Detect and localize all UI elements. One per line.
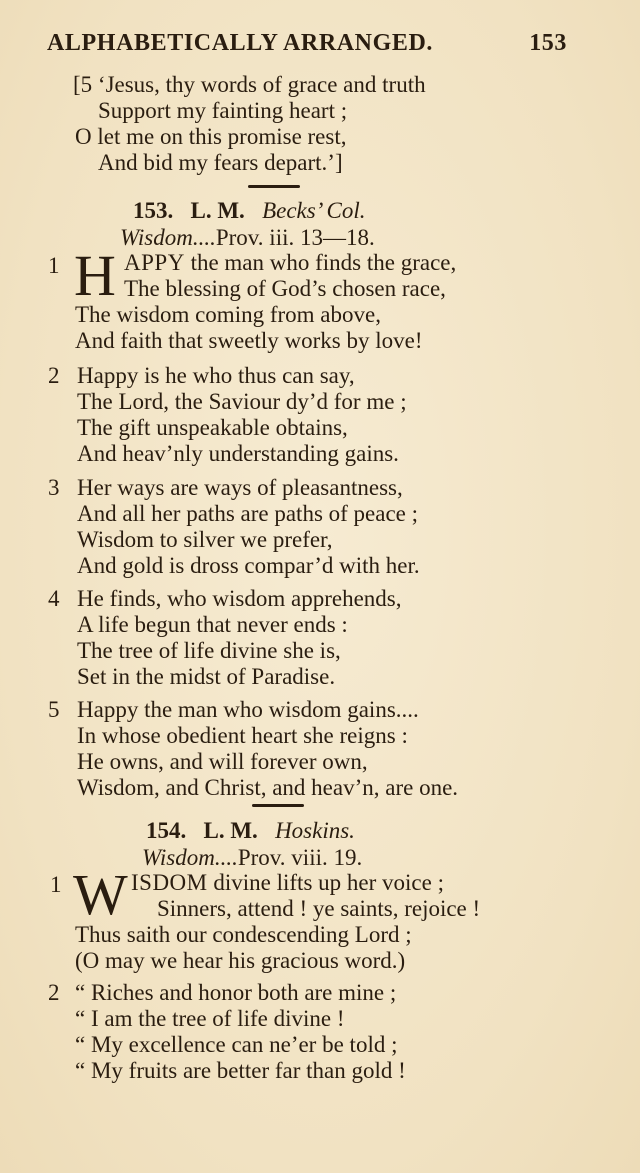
verse-line: Wisdom, and Christ, and heav’n, are one. xyxy=(77,775,459,800)
drop-cap: W xyxy=(73,862,128,927)
verse-line xyxy=(131,870,444,896)
running-header xyxy=(47,30,567,57)
verse-line: “ Riches and honor both are mine ; xyxy=(75,980,397,1005)
verse-line: “ My fruits are better far than gold ! xyxy=(75,1058,406,1083)
page-number: 153 xyxy=(529,30,567,56)
hymn-meter: L. M. xyxy=(190,198,245,223)
verse-line: O let me on this promise rest, xyxy=(75,124,347,149)
verse-line: And all her paths are paths of peace ; xyxy=(77,501,419,526)
verse-line: Happy is he who thus can say, xyxy=(77,363,355,388)
hymn-153-heading xyxy=(133,198,366,224)
hymn-number: 153. xyxy=(133,198,174,223)
hymn-tune: Hoskins. xyxy=(275,818,355,843)
verse-line xyxy=(124,250,456,276)
verse-line: And faith that sweetly works by love! xyxy=(75,328,423,353)
stanza-number: 4 xyxy=(48,586,60,611)
verse-line: The gift unspeakable obtains, xyxy=(77,415,348,440)
verse-line: He owns, and will forever own, xyxy=(77,749,368,774)
verse-line: The blessing of God’s chosen race, xyxy=(124,276,446,301)
hymn-meter: L. M. xyxy=(203,818,258,843)
scripture-reference: Prov. viii. 19. xyxy=(237,845,363,870)
verse-line-text: the man who finds the grace, xyxy=(184,250,457,275)
hymn-tune: Becks’ Col. xyxy=(262,198,366,223)
stanza-number: 2 xyxy=(48,980,60,1005)
verse-line: In whose obedient heart she reigns : xyxy=(77,723,408,748)
first-word-caps: APPY xyxy=(124,250,185,275)
hymn-154-subject xyxy=(142,845,362,871)
verse-line: Thus saith our condescending Lord ; xyxy=(75,922,412,947)
verse-line: And gold is dross compar’d with her. xyxy=(77,553,420,578)
stanza-number: 1 xyxy=(50,872,62,897)
verse-line: “ My excellence can ne’er be told ; xyxy=(75,1032,398,1057)
verse-line: The wisdom coming from above, xyxy=(75,302,381,327)
verse-line: The Lord, the Saviour dy’d for me ; xyxy=(77,389,407,414)
header-title: ALPHABETICALLY ARRANGED. xyxy=(47,30,434,56)
verse-line: The tree of life divine she is, xyxy=(77,638,341,663)
drop-cap: H xyxy=(74,243,116,308)
verse-line: Wisdom to silver we prefer, xyxy=(77,527,333,552)
stanza-number: 5 xyxy=(48,697,60,722)
verse-line: Her ways are ways of pleasantness, xyxy=(77,475,403,500)
stanza-number: 1 xyxy=(48,253,60,278)
scripture-reference: Prov. iii. 13—18. xyxy=(215,225,375,250)
verse-line: He finds, who wisdom apprehends, xyxy=(77,586,402,611)
hymn-subject: Wisdom.... xyxy=(142,845,238,870)
verse-line: Sinners, attend ! ye saints, rejoice ! xyxy=(157,896,481,921)
verse-line: “ I am the tree of life divine ! xyxy=(75,1006,345,1031)
verse-line: And bid my fears depart.’] xyxy=(98,150,343,175)
verse-line: [5 ‘Jesus, thy words of grace and truth xyxy=(73,72,426,97)
verse-line: Happy the man who wisdom gains.... xyxy=(77,697,419,722)
verse-line: A life begun that never ends : xyxy=(77,612,348,637)
first-word-caps: ISDOM xyxy=(131,870,208,895)
verse-line: Support my fainting heart ; xyxy=(98,98,348,123)
verse-line: (O may we hear his gracious word.) xyxy=(75,948,406,973)
hymn-number: 154. xyxy=(146,818,187,843)
section-rule xyxy=(248,185,300,188)
verse-line-text: divine lifts up her voice ; xyxy=(207,870,444,895)
hymn-153-subject xyxy=(120,225,375,251)
hymn-subject: Wisdom.... xyxy=(120,225,216,250)
stanza-number: 3 xyxy=(48,475,60,500)
hymn-154-heading xyxy=(146,818,355,844)
stanza-number: 2 xyxy=(48,363,60,388)
section-rule xyxy=(252,804,304,807)
verse-line: And heav’nly understanding gains. xyxy=(77,441,399,466)
verse-line: Set in the midst of Paradise. xyxy=(77,664,336,689)
